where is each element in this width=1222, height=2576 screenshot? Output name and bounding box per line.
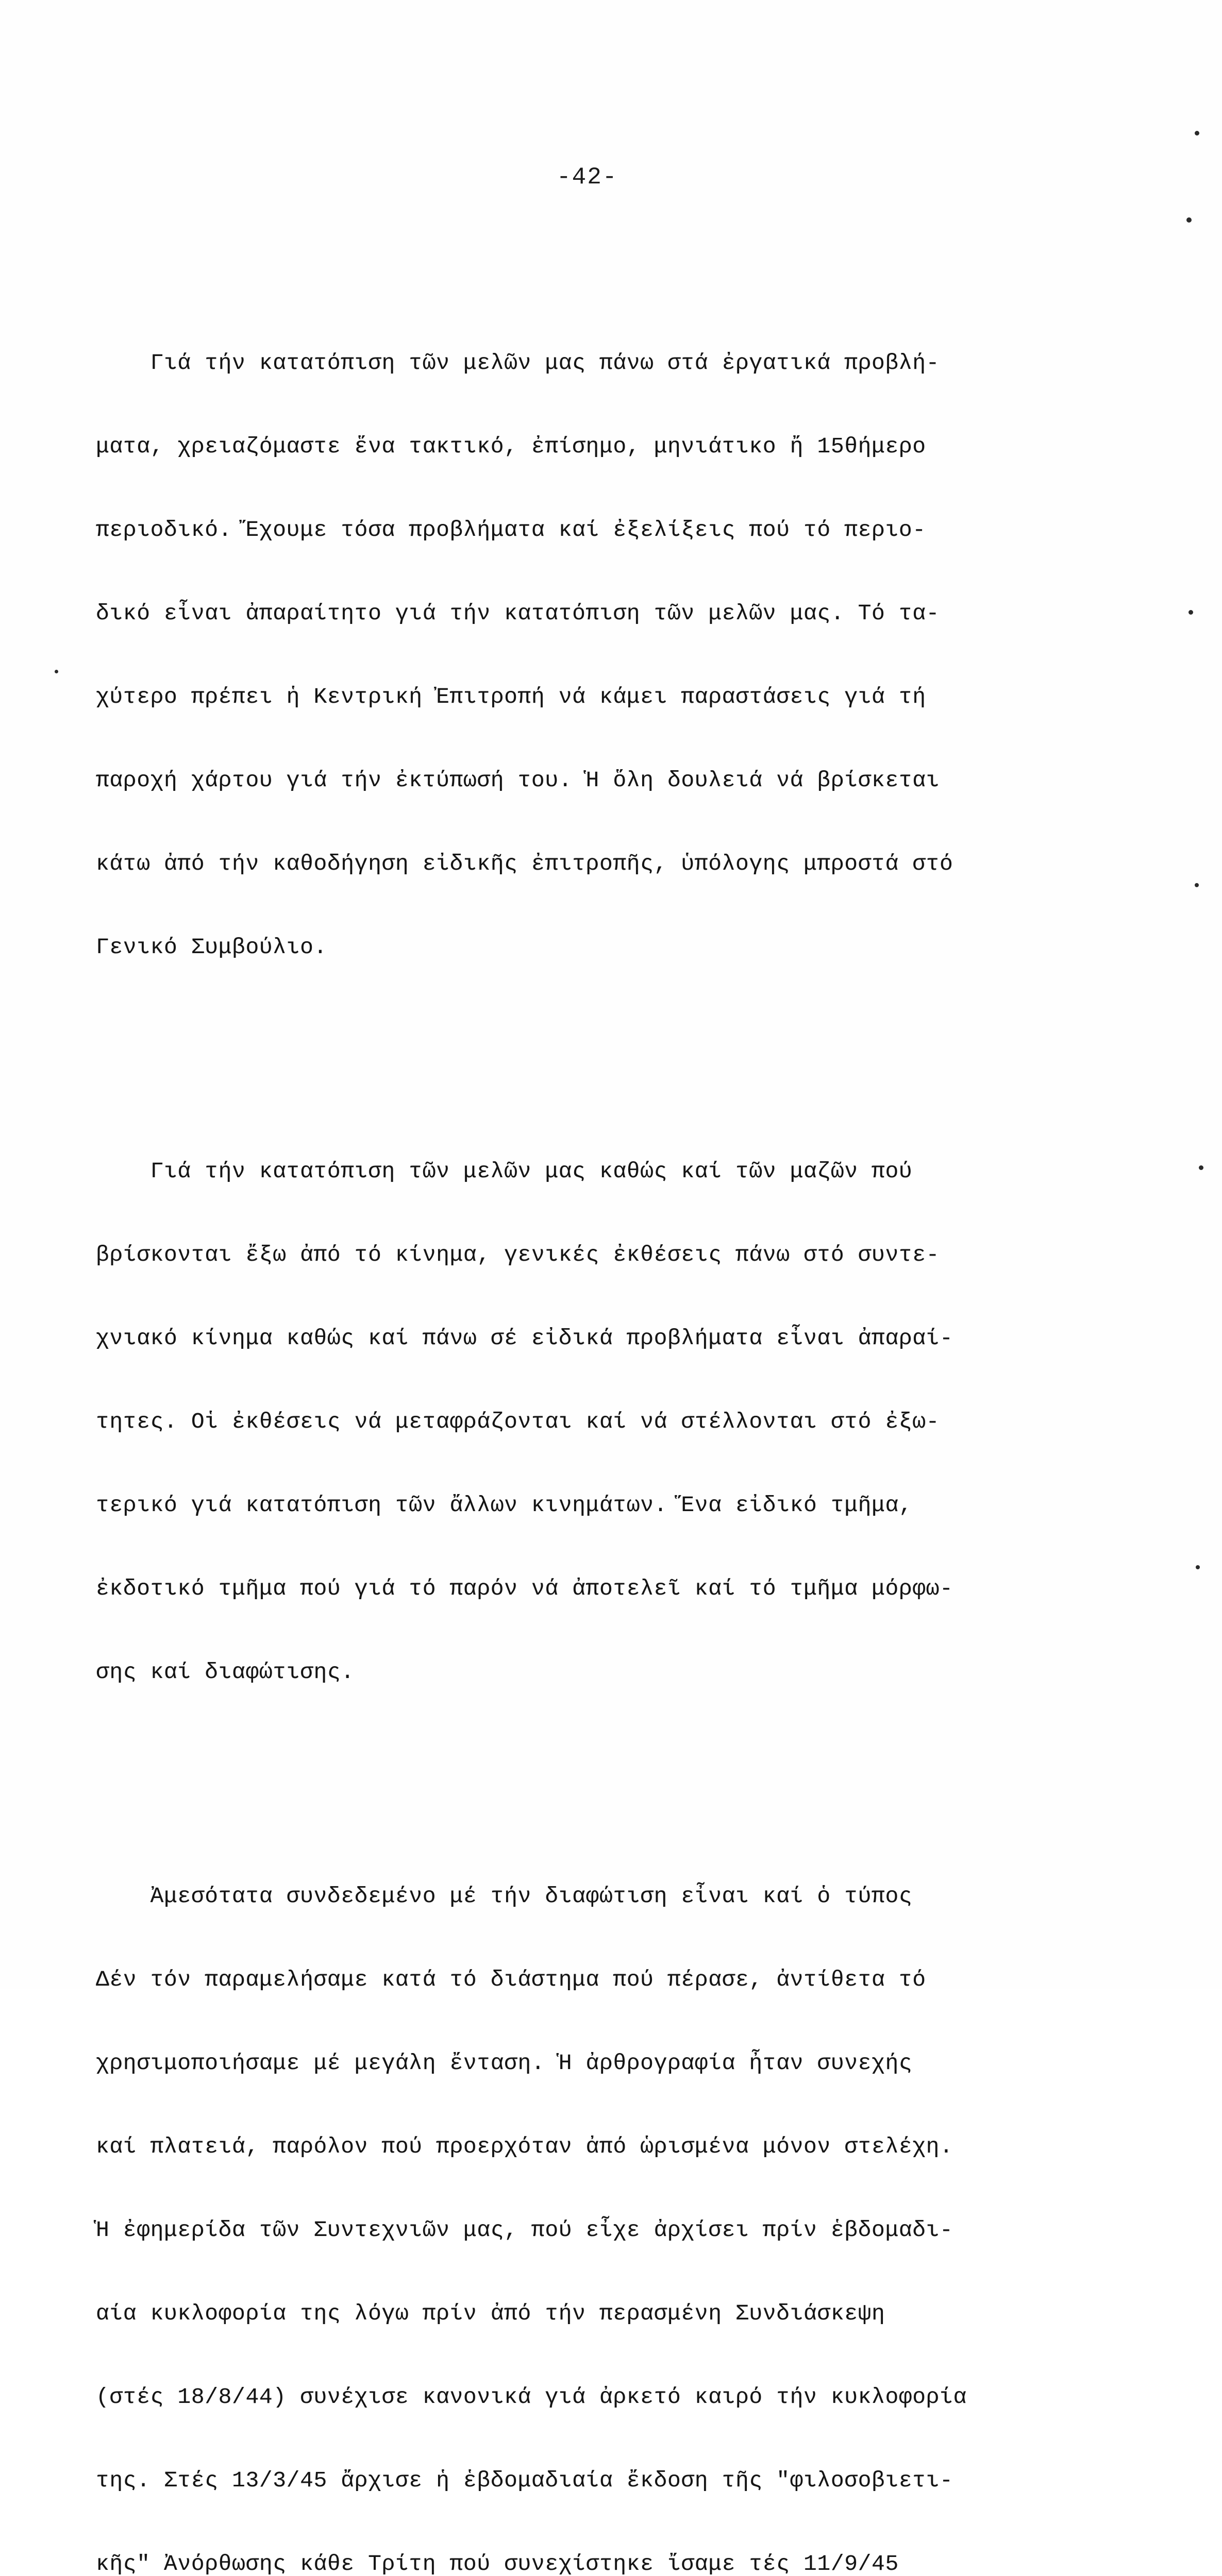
text-line: Ἡ ἐφημερίδα τῶν Συντεχνιῶν μας, πού εἶχε ἀρχίσει πρίν ἑβδομαδι- xyxy=(96,2217,953,2243)
scan-speck xyxy=(1199,1165,1203,1170)
text-line: δικό εἶναι ἀπαραίτητο γιά τήν κατατόπιση τῶν μελῶν μας. Τό τα- xyxy=(96,601,940,626)
document-body xyxy=(96,210,1137,2576)
text-line: τερικό γιά κατατόπιση τῶν ἄλλων κινημάτων. Ἕνα εἰδικό τμῆμα, xyxy=(96,1493,913,1518)
text-line: σης καί διαφώτισης. xyxy=(96,1659,355,1685)
page-number: -42- xyxy=(557,164,618,191)
text-line: κῆς" Ἀνόρθωσης κάθε Τρίτη πού συνεχίστηκε ἴσαμε τές 11/9/45 xyxy=(96,2551,899,2576)
paragraph-press-bulletin xyxy=(96,294,1137,1017)
text-line: της. Στές 13/3/45 ἄρχισε ἡ ἑβδομαδιαία ἔκδοση τῆς "φιλοσοβιετι- xyxy=(96,2468,953,2493)
text-line: χύτερο πρέπει ἡ Κεντρική Ἐπιτροπή νά κάμει παραστάσεις γιά τή xyxy=(96,684,926,709)
text-line: κάτω ἀπό τήν καθοδήγηση εἰδικῆς ἐπιτροπῆς, ὑπόλογης μπροστά στό xyxy=(96,851,953,876)
text-line: (στές 18/8/44) συνέχισε κανονικά γιά ἀρκετό καιρό τήν κυκλοφορία xyxy=(96,2384,967,2410)
text-line: Γιά τήν κατατόπιση τῶν μελῶν μας καθώς καί τῶν μαζῶν πού xyxy=(96,1159,913,1184)
paragraph-newspaper xyxy=(96,1827,1137,2576)
text-line: περιοδικό. Ἔχουμε τόσα προβλήματα καί ἐξελίξεις πού τό περιο- xyxy=(96,517,926,543)
text-line: βρίσκονται ἔξω ἀπό τό κίνημα, γενικές ἐκθέσεις πάνω στό συντε- xyxy=(96,1242,940,1267)
scan-speck xyxy=(1188,610,1193,615)
scan-speck xyxy=(55,670,58,673)
scan-speck xyxy=(1195,883,1199,887)
scan-speck xyxy=(1186,217,1192,223)
text-line: Ἀμεσότατα συνδεδεμένο μέ τήν διαφώτιση εἶναι καί ὁ τύπος xyxy=(96,1884,913,1909)
text-line: Δέν τόν παραμελήσαμε κατά τό διάστημα πού πέρασε, ἀντίθετα τό xyxy=(96,1967,926,1992)
scan-speck xyxy=(1196,1565,1200,1569)
text-line: χρησιμοποιήσαμε μέ μεγάλη ἔνταση. Ἡ ἀρθρογραφία ἦταν συνεχής xyxy=(96,2050,913,2076)
text-line: αία κυκλοφορία της λόγω πρίν ἀπό τήν περασμένη Συνδιάσκεψη xyxy=(96,2301,885,2326)
text-line: καί πλατειά, παρόλον πού προερχόταν ἀπό ὡρισμένα μόνον στελέχη. xyxy=(96,2134,953,2159)
text-line: ματα, χρειαζόμαστε ἕνα τακτικό, ἐπίσημο, μηνιάτικο ἤ 15θήμερο xyxy=(96,434,926,459)
text-line: Γενικό Συμβούλιο. xyxy=(96,935,327,960)
scan-speck xyxy=(1195,131,1199,135)
text-line: Γιά τήν κατατόπιση τῶν μελῶν μας πάνω στά ἐργατικά προβλή- xyxy=(96,350,940,376)
text-line: τητες. Οἱ ἐκθέσεις νά μεταφράζονται καί νά στέλλονται στό ἐξω- xyxy=(96,1409,940,1434)
text-line: χνιακό κίνημα καθώς καί πάνω σέ εἰδικά προβλήματα εἶναι ἀπαραί- xyxy=(96,1326,953,1351)
text-line: παροχή χάρτου γιά τήν ἐκτύπωσή του. Ἡ ὅλη δουλειά νά βρίσκεται xyxy=(96,768,940,793)
paragraph-reports xyxy=(96,1102,1137,1742)
text-line: ἐκδοτικό τμῆμα πού γιά τό παρόν νά ἀποτελεῖ καί τό τμῆμα μόρφω- xyxy=(96,1576,953,1601)
